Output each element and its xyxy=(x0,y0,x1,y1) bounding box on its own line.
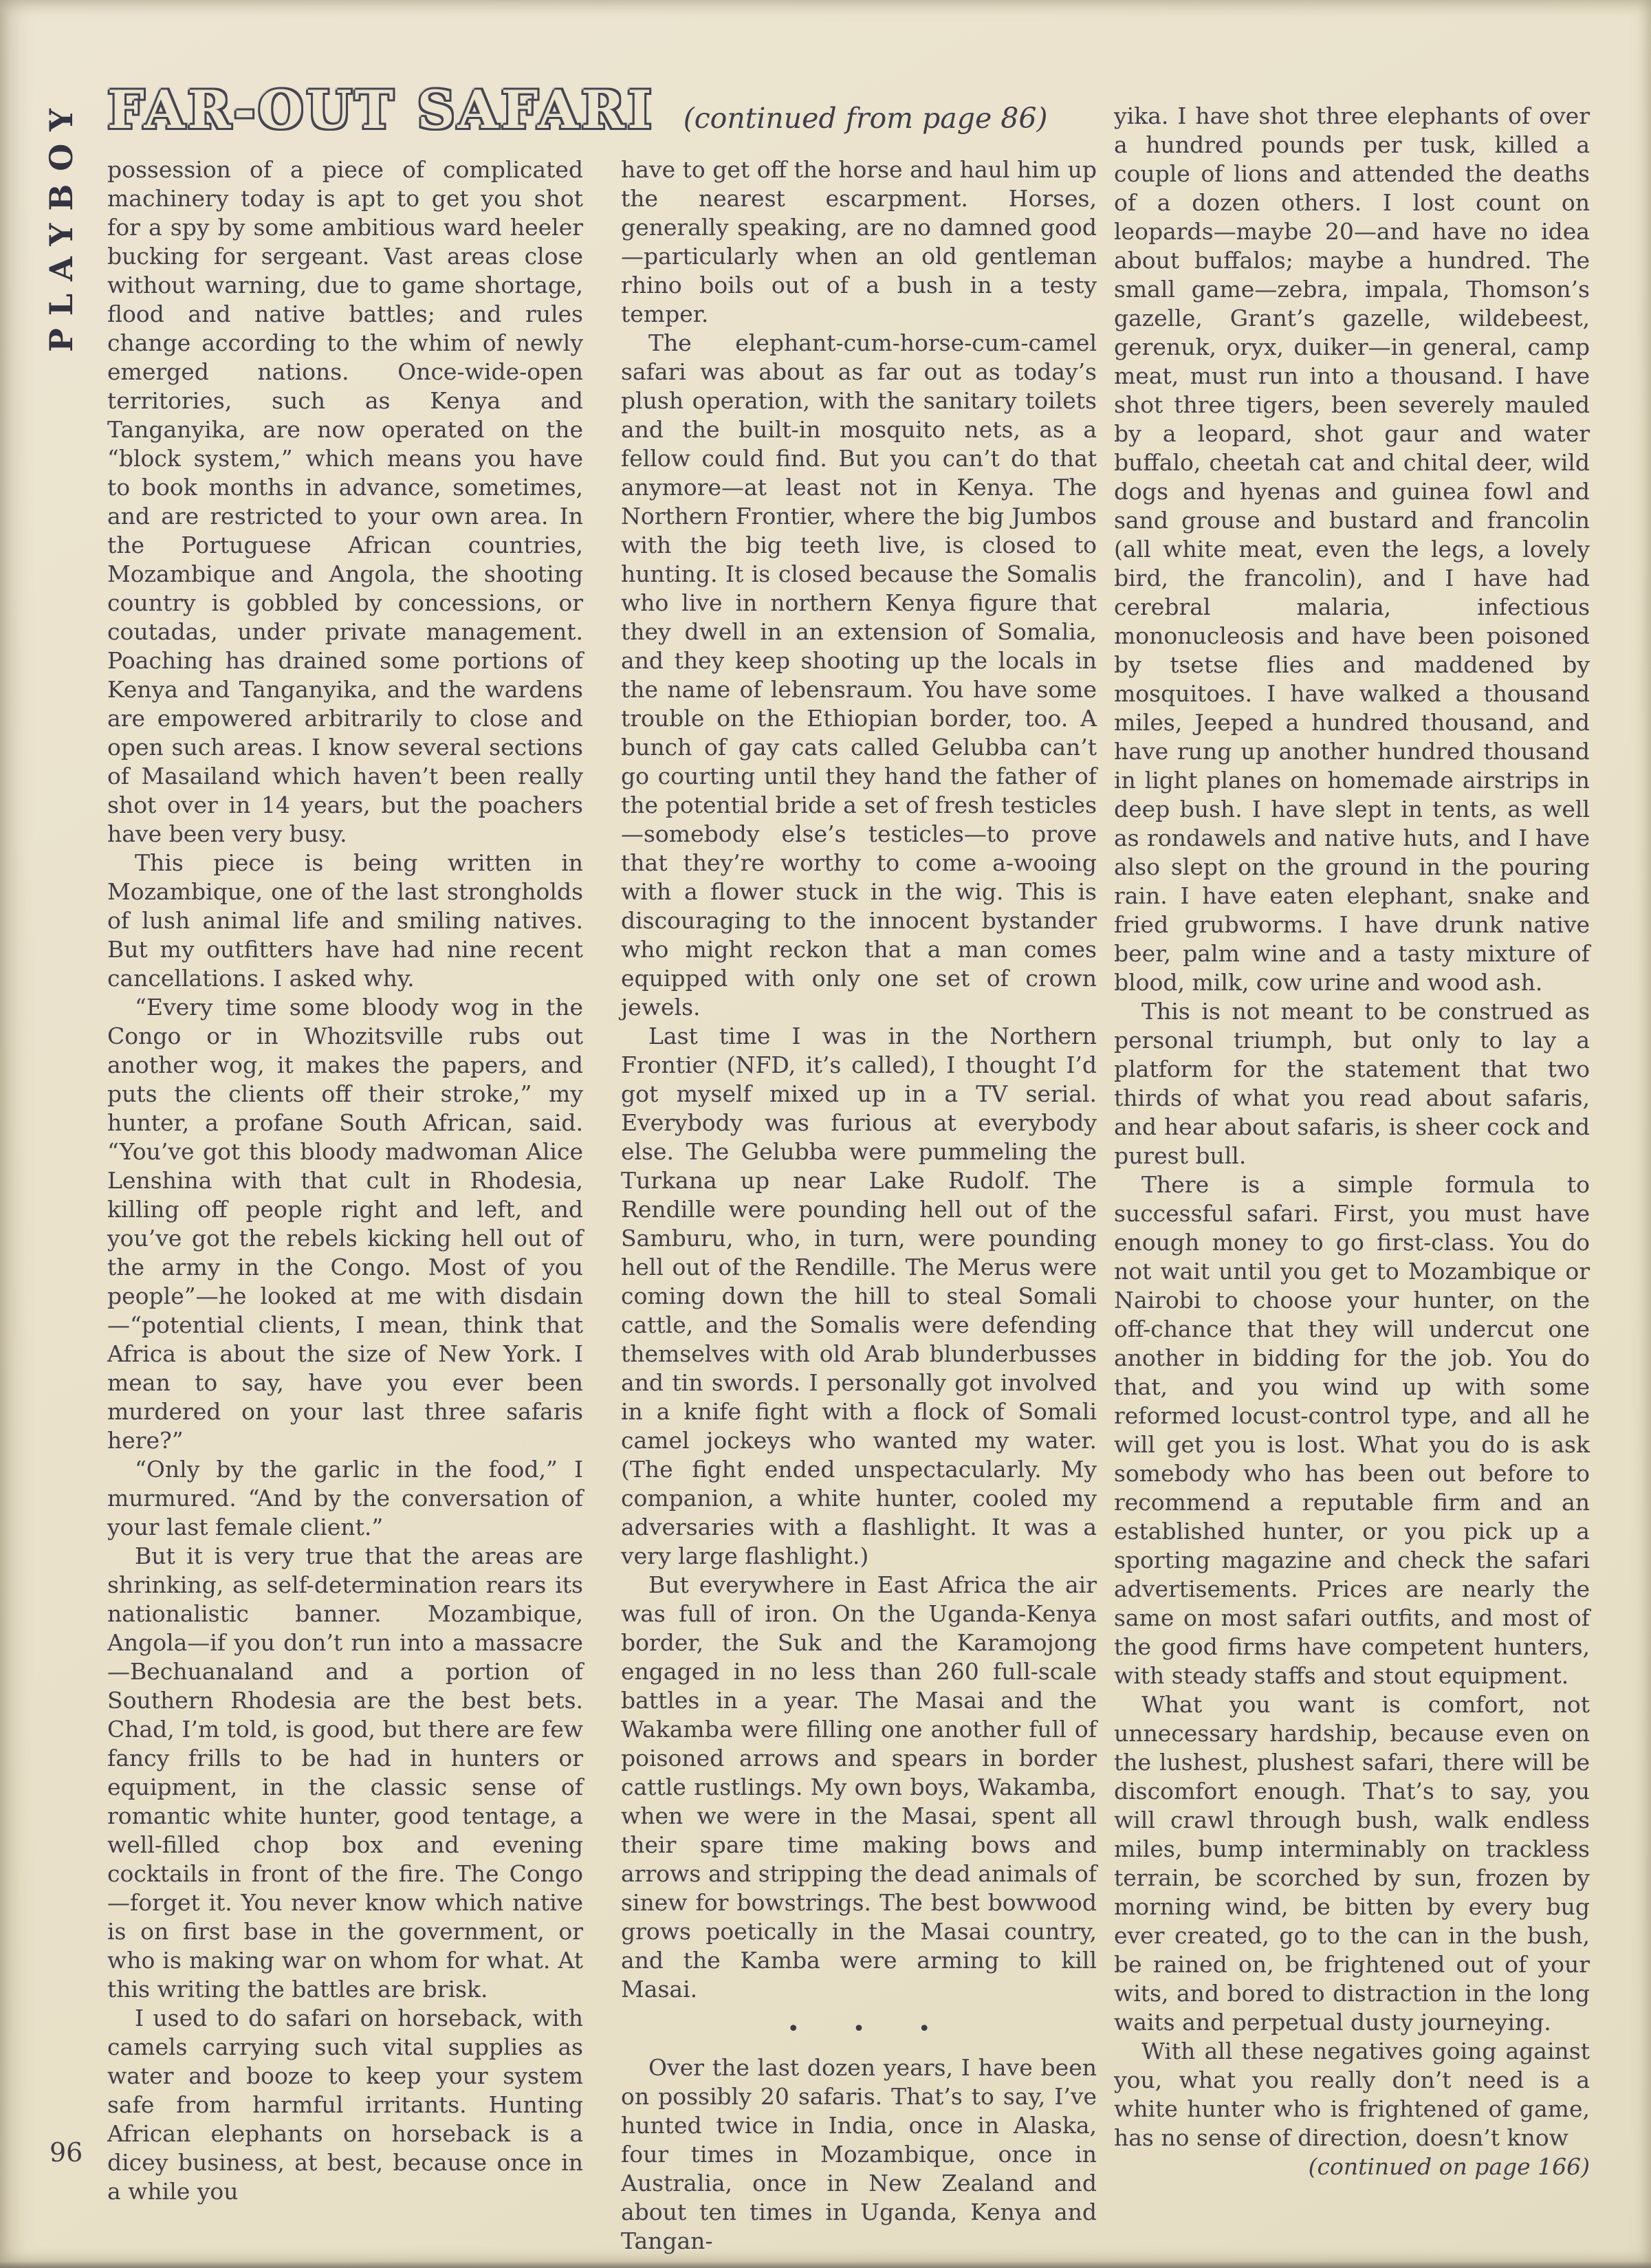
text-column-1 xyxy=(107,155,583,2206)
paragraph: I used to do safari on horseback, with camels carrying such vital supplies as water and booze to keep your system safe from harmful irritants. Hunting African elephants on horseback is a dicey business, at best, because once in a while you xyxy=(107,2005,583,2205)
text-column-3 xyxy=(1114,102,1590,2181)
paragraph: Last time I was in the Northern Frontier (NFD, it’s called), I thought I’d got myself mixed up in a TV serial. Everybody was furious at everybody else. The Gelubba were pummeling the Turkana up near Lake Rudolf. The Rendille were pounding hell out of the Samburu, who, in turn, were pounding hell out of the Rendille. The Merus were coming down the hill to steal Somali cattle, and the Somalis were defending themselves with old Arab blunderbusses and tin swords. I personally got involved in a knife fight with a flock of Somali camel jockeys who wanted my water. (The fight ended unspectacularly. My companion, a white hunter, cooled my adversaries with a flashlight. It was a very large flashlight.) xyxy=(621,1023,1097,1569)
paragraph: Over the last dozen years, I have been on possibly 20 safaris. That’s to say, I’ve hunted twice in India, once in Alaska, four times in Mozambique, once in Australia, once in New Zealand and about ten times in Uganda, Kenya and Tangan- xyxy=(621,2054,1097,2254)
paragraph: yika. I have shot three elephants of over a hundred pounds per tusk, killed a couple of lions and attended the deaths of a dozen others. I lost count on leopards—maybe 20—and have no idea about buffalos; maybe a hundred. The small game—zebra, impala, Thomson’s gazelle, Grant’s gazelle, wildebeest, gerenuk, oryx, duiker—in general, camp meat, must run into a thousand. I have shot three tigers, been severely mauled by a leopard, shot gaur and water buffalo, cheetah cat and chital deer, wild dogs and hyenas and guinea fowl and sand grouse and bustard and francolin (all white meat, even the legs, a lovely bird, the francolin), and I have had cerebral malaria, infectious mononucleosis and have been poisoned by tsetse flies and maddened by mosquitoes. I have walked a thousand miles, Jeeped a hundred thousand, and have rung up another hundred thousand in light planes on homemade airstrips in deep bush. I have slept in tents, as well as rondawels and native huts, and I have also slept on the ground in the pouring rain. I have eaten elephant, snake and fried grubworms. I have drunk native beer, palm wine and a tasty mixture of blood, milk, cow urine and wood ash. xyxy=(1114,102,1590,996)
paragraph: There is a simple formula to successful safari. First, you must have enough money to go first-class. You do not wait until you get to Mozambique or Nairobi to choose your hunter, on the off-chance that they will undercut one another in bidding for the job. You do that, and you wind up with some reformed locust-control type, and all he will get you is lost. What you do is ask somebody who has been out before to recommend a reputable firm and an established hunter, or you pick up a sporting magazine and check the safari advertisements. Prices are nearly the same on most safari outfits, and most of the good firms have competent hunters, with steady staffs and stout equipment. xyxy=(1114,1171,1590,1689)
continued-from-note: (continued from page 86) xyxy=(683,102,1048,135)
continued-on-note: (continued on page 166) xyxy=(1308,2153,1590,2180)
paragraph: The elephant-cum-horse-cum-camel safari was about as far out as today’s plush operation, with the sanitary toilets and the built-in mosquito nets, as a fellow could find. But you can’t do that anymore—at least not in Kenya. The Northern Frontier, where the big Jumbos with the big teeth live, is closed to hunting. It is closed because the Somalis who live in northern Kenya figure that they dwell in an extension of Somalia, and they keep shooting up the locals in the name of lebensraum. You have some trouble on the Ethiopian border, too. A bunch of gay cats called Gelubba can’t go courting until they hand the father of the potential bride a set of fresh testicles—somebody else’s testicles—to prove that they’re worthy to come a-wooing with a flower stuck in the wig. This is discouraging to the innocent bystander who might reckon that a man comes equipped with only one set of crown jewels. xyxy=(621,329,1097,1021)
paragraph: possession of a piece of complicated machinery today is apt to get you shot for a spy by some ambitious ward heeler bucking for sergeant. Vast areas close without warning, due to game shortage, flood and native battles; and rules change according to the whim of newly emerged nations. Once-wide-open territories, such as Kenya and Tanganyika, are now operated on the “block system,” which means you have to book months in advance, sometimes, and are restricted to your own area. In the Portuguese African countries, Mozambique and Angola, the shooting country is gobbled by concessions, or coutadas, under private management. Poaching has drained some portions of Kenya and Tanganyika, and the wardens are empowered arbitrarily to close and open such areas. I know several sections of Masailand which haven’t been really shot over in 14 years, but the poachers have been very busy. xyxy=(107,156,583,847)
paragraph: This piece is being written in Mozambique, one of the last strongholds of lush animal life and smiling natives. But my outfitters have had nine recent cancellations. I asked why. xyxy=(107,849,583,992)
section-separator-dots: • • • xyxy=(787,2017,954,2041)
magazine-name-vertical: PLAYBOY xyxy=(43,96,80,352)
paragraph: This is not meant to be construed as personal triumph, but only to lay a platform for the statement that two thirds of what you read about safaris, and hear about safaris, is sheer cock and purest bull. xyxy=(1114,998,1590,1169)
text-column-2 xyxy=(621,155,1097,2256)
paragraph: With all these negatives going against you, what you really don’t need is a white hunter who is frightened of game, has no sense of direction, doesn’t know xyxy=(1114,2038,1590,2151)
page-number: 96 xyxy=(50,2137,83,2168)
paragraph: What you want is comfort, not unnecessary hardship, because even on the lushest, plushest safari, there will be discomfort enough. That’s to say, you will crawl through bush, walk endless miles, bump interminably on trackless terrain, be scorched by sun, frozen by morning wind, be bitten by every bug ever created, go to the can in the bush, be rained on, be frightened out of your wits, and bored to distraction in the long waits and perpetual dusty journeying. xyxy=(1114,1691,1590,2036)
article-header xyxy=(107,79,1097,140)
paragraph: But it is very true that the areas are shrinking, as self-determination rears its nationalistic banner. Mozambique, Angola—if you don’t run into a massacre—Bechuanaland and a portion of Southern Rhodesia are the best bets. Chad, I’m told, is good, but there are few fancy frills to be had in hunters or equipment, in the classic sense of romantic white hunter, good tentage, a well-filled chop box and evening cocktails in front of the fire. The Congo—forget it. You never know which native is on first base in the government, or who is making war on whom for what. At this writing the battles are brisk. xyxy=(107,1542,583,2003)
scan-bottom-edge-shadow xyxy=(0,2261,1651,2268)
paragraph: But everywhere in East Africa the air was full of iron. On the Uganda-Kenya border, the Suk and the Karamojong engaged in no less than 260 full-scale battles in a year. The Masai and the Wakamba were filling one another full of poisoned arrows and spears in border cattle rustlings. My own boys, Wakamba, when we were in the Masai, spent all their spare time making bows and arrows and stripping the dead animals of sinew for bowstrings. The best bowwood grows poetically in the Masai country, and the Kamba were arming to kill Masai. xyxy=(621,1571,1097,2003)
article-title: FAR-OUT SAFARI xyxy=(107,79,655,140)
paragraph: “Every time some bloody wog in the Congo or in Whozitsville rubs out another wog, it makes the papers, and puts the clients off their stroke,” my hunter, a profane South African, said. “You’ve got this bloody madwoman Alice Lenshina with that cult in Rhodesia, killing off people right and left, and you’ve got the rebels kicking hell out of the army in the Congo. Most of you people”—he looked at me with disdain—“potential clients, I mean, think that Africa is about the size of New York. I mean to say, have you ever been murdered on your last three safaris here?” xyxy=(107,994,583,1454)
paragraph: have to get off the horse and haul him up the nearest escarpment. Horses, generally speaking, are no damned good—particularly when an old gentleman rhino boils out of a bush in a testy temper. xyxy=(621,156,1097,327)
paragraph: “Only by the garlic in the food,” I murmured. “And by the conversation of your last female client.” xyxy=(107,1456,583,1540)
